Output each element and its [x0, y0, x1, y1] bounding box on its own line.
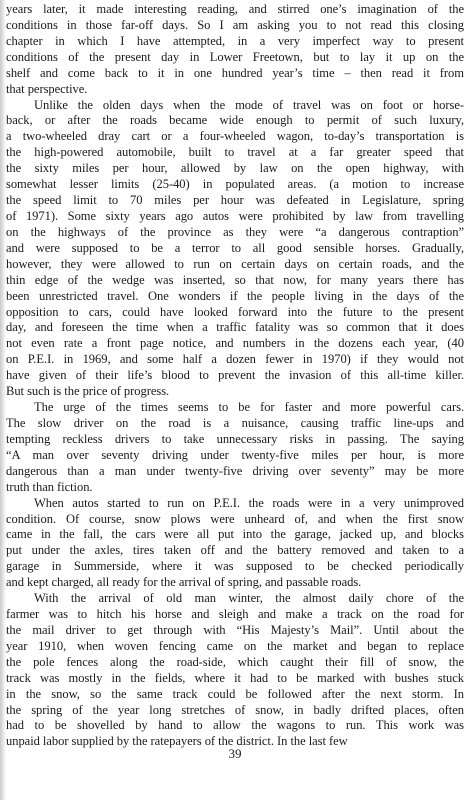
- text-line: and kept charged, all ready for the arrival of spring, and passable roads.: [6, 575, 362, 590]
- text-line: shelf and come back to it in one hundred year’s time – then read it from: [6, 65, 464, 80]
- text-line: however, they were allowed to run on certain days on certain roads, and the: [6, 256, 464, 271]
- text-line: and were supposed to be a terror to all good sensible horses. Gradually,: [6, 240, 464, 255]
- text-line: garage in Summerside, where it was supposed to be checked periodically: [6, 559, 464, 574]
- text-line: truth than fiction.: [6, 479, 93, 494]
- text-line: the mail driver to get through with “His Majesty’s Mail”. Until about the: [6, 622, 464, 637]
- paragraph: [6, 496, 464, 592]
- text-line: But such is the price of progress.: [6, 384, 170, 399]
- text-line: the spring of the year long stretches of snow, in badly drifted places, often: [6, 702, 464, 717]
- text-line: years later, it made interesting reading, and stirred one’s imagination of the: [6, 2, 464, 16]
- page-number: 39: [228, 746, 242, 761]
- text-line: not even rate a front page notice, and numbers in the dozens each year, (40: [6, 336, 464, 351]
- text-line: came in the fall, the cars were all put into the garage, jacked up, and blocks: [6, 527, 464, 542]
- text-line: track was mostly in the fields, where it had to be marked with bushes stuck: [6, 670, 464, 685]
- text-line: on the highways of the province as they were “a dangerous contraption”: [6, 224, 464, 239]
- text-line: With the arrival of old man winter, the almost daily chore of the: [34, 591, 464, 606]
- text-line: dangerous than a man under twenty-five driving over seventy” may be more: [6, 463, 464, 478]
- text-line: the pole fences along the road-side, which caught their fill of snow, the: [6, 654, 464, 669]
- text-line: farmer was to hitch his horse and sleigh and make a track on the road for: [6, 607, 464, 622]
- text-line: somewhat lesser limits (25-40) in populated areas. (a motion to increase: [6, 177, 464, 192]
- text-line: conditions of the present day in Lower Freetown, but to lay it up on the: [6, 49, 464, 64]
- text-line: back, or after the roads became wide enough to permit of such luxury,: [6, 113, 464, 128]
- paragraph: [6, 400, 464, 496]
- body-text: [6, 2, 464, 750]
- paragraph: [6, 98, 464, 401]
- text-line: on P.E.I. in 1969, and some half a dozen fewer in 1970) if they would not: [6, 352, 464, 367]
- text-line: condition. Of course, snow plows were unheard of, and when the first snow: [6, 511, 464, 526]
- text-line: tempting reckless drivers to take unnecessary risks in passing. The saying: [6, 431, 464, 446]
- text-line: the sixty miles per hour, allowed by law on the open highway, with: [6, 161, 464, 176]
- text-line: put under the axles, tires taken off and the battery removed and taken to a: [6, 543, 464, 558]
- text-line: year 1910, when woven fencing came on the market and began to replace: [6, 638, 464, 653]
- text-line: The urge of the times seems to be for faster and more powerful cars.: [34, 400, 464, 415]
- text-line: in the snow, so the same track could be followed after the next storm. In: [6, 686, 464, 701]
- text-line: thin edge of the wedge was inserted, so that now, for many years there has: [6, 272, 464, 287]
- text-line: have given of their life’s blood to prevent the invasion of this all-time killer.: [6, 368, 464, 383]
- text-line: the speed limit to 70 miles per hour was defeated in Legislature, spring: [6, 193, 464, 208]
- text-line: unpaid labor supplied by the ratepayers of the district. In the last few: [6, 734, 348, 749]
- text-line: “A man over seventy driving under twenty-five miles per hour, is more: [6, 447, 464, 462]
- text-line: Unlike the olden days when the mode of travel was on foot or horse-: [34, 97, 464, 112]
- text-line: When autos started to run on P.E.I. the roads were in a very unimproved: [34, 495, 464, 510]
- text-line: opposition to cars, could have looked forward into the future to the present: [6, 304, 464, 319]
- text-line: had to be shovelled by hand to allow the wagons to run. This work was: [6, 718, 464, 733]
- text-line: day, and foreseen the time when a traffic fatality was so common that it does: [6, 320, 464, 335]
- text-line: the high-powered automobile, built to travel at a far greater speed that: [6, 145, 464, 160]
- text-line: a two-wheeled dray cart or a four-wheeled wagon, to-day’s transportation is: [6, 129, 464, 144]
- text-line: chapter in which I have attempted, in a very imperfect way to present: [6, 33, 464, 48]
- text-line: The slow driver on the road is a nuisance, causing traffic line-ups and: [6, 415, 464, 430]
- text-line: been unrestricted travel. One wonders if the people living in the days of the: [6, 288, 464, 303]
- paragraph: [6, 591, 464, 750]
- text-line: of 1971). Some sixty years ago autos were prohibited by law from travelling: [6, 208, 464, 223]
- paragraph: [6, 2, 464, 98]
- text-line: conditions in those far-off days. So I am asking you to not read this closing: [6, 17, 464, 32]
- text-line: that perspective.: [6, 81, 88, 96]
